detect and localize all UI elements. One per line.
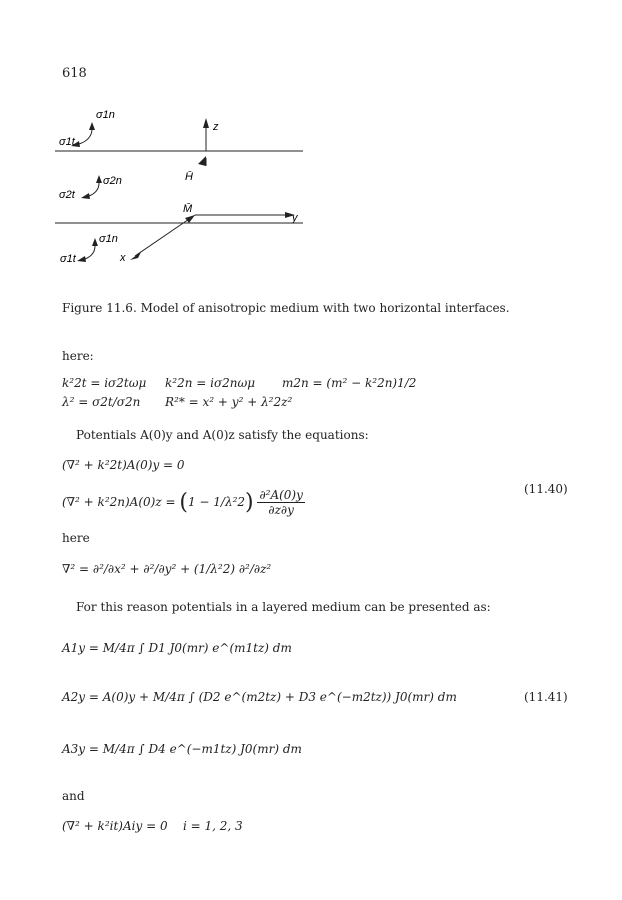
final-helmholtz-equation: (∇² + k²it)Aiy = 0 — [62, 819, 168, 833]
and-label: and — [62, 789, 85, 803]
sigma1t-arrow-bottom — [77, 256, 86, 262]
sigma1n-arrow-top — [89, 122, 95, 130]
eq-11-41-a3: A3y = M/4π ∫ D4 e^(−m1tz) J0(mr) dm — [62, 742, 302, 756]
figure-svg — [55, 100, 315, 275]
layered-sentence: For this reason potentials in a layered medium can be presented as: — [76, 600, 491, 614]
final-index-condition: i = 1, 2, 3 — [183, 819, 243, 833]
label-sigma1n-top: σ1n — [96, 109, 115, 121]
here-label-1: here: — [62, 349, 94, 363]
label-sigma2t: σ2t — [59, 189, 75, 201]
label-sigma1t-bottom: σ1t — [60, 253, 76, 265]
here-label-2: here — [62, 531, 90, 545]
label-h-vector: H̄ — [185, 171, 193, 183]
sigma2n-arrow — [96, 175, 102, 183]
label-sigma2n: σ2n — [103, 175, 122, 187]
eq-11-40-denominator: ∂z∂y — [268, 503, 294, 517]
sigma1-arrow-bottom — [85, 246, 95, 259]
def-k2n: k²2n = iσ2nωμ — [165, 376, 256, 390]
def-m2n: m2n = (m² − k²2n)1/2 — [282, 376, 417, 390]
laplacian-definition: ∇² = ∂²/∂x² + ∂²/∂y² + (1/λ²2) ∂²/∂z² — [62, 562, 272, 576]
x-axis-line — [135, 215, 195, 256]
label-sigma1t-top: σ1t — [59, 136, 75, 148]
page-number: 618 — [62, 66, 87, 81]
label-m-vector: M̄ — [183, 203, 193, 215]
eq-11-41-a2: A2y = A(0)y + M/4π ∫ (D2 e^(m2tz) + D3 e^(−m2tz)) J0(mr) dm — [62, 690, 457, 704]
label-y-axis: y — [292, 212, 298, 224]
def-lambda: λ² = σ2t/σ2n — [62, 395, 141, 409]
def-r-star: R²* = x² + y² + λ²2z² — [165, 395, 293, 409]
x-axis-arrow — [130, 252, 141, 260]
eq-number-11-41: (11.41) — [524, 690, 568, 704]
eq-11-41-a1: A1y = M/4π ∫ D1 J0(mr) e^(m1tz) dm — [62, 641, 292, 655]
eq-11-40-line1: (∇² + k²2t)A(0)y = 0 — [62, 458, 185, 472]
figure-diagram — [55, 100, 315, 275]
eq-11-40-lhs: (∇² + k²2n)A(0)z = — [62, 495, 176, 509]
eq-11-40-numerator: ∂²A(0)y — [259, 488, 303, 502]
label-x-axis: x — [120, 252, 126, 264]
potentials-sentence: Potentials A(0)y and A(0)z satisfy the equations: — [76, 428, 369, 442]
label-z-axis: z — [213, 121, 219, 133]
sigma1-arrow-top — [79, 130, 92, 144]
eq-11-40-line2: (∇² + k²2n)A(0)z = (1 − 1/λ²2) $\frac{\text{∂²A(0)y}}{\partial z\partial y}$ — [62, 488, 303, 517]
eq-11-40-paren: 1 − 1/λ²2 — [187, 495, 246, 509]
figure-caption: Figure 11.6. Model of anisotropic medium with two horizontal interfaces. — [62, 301, 510, 315]
def-k2t: k²2t = iσ2tωμ — [62, 376, 147, 390]
h-vector-arrow — [198, 156, 206, 166]
sigma2-arrow — [89, 183, 99, 196]
z-axis-arrow — [203, 118, 209, 128]
eq-11-40-fraction — [257, 488, 304, 517]
eq-number-11-40: (11.40) — [524, 482, 568, 496]
sigma1n-arrow-bottom — [92, 238, 98, 246]
label-sigma1n-bottom: σ1n — [99, 233, 118, 245]
sigma2t-arrow — [81, 193, 90, 199]
